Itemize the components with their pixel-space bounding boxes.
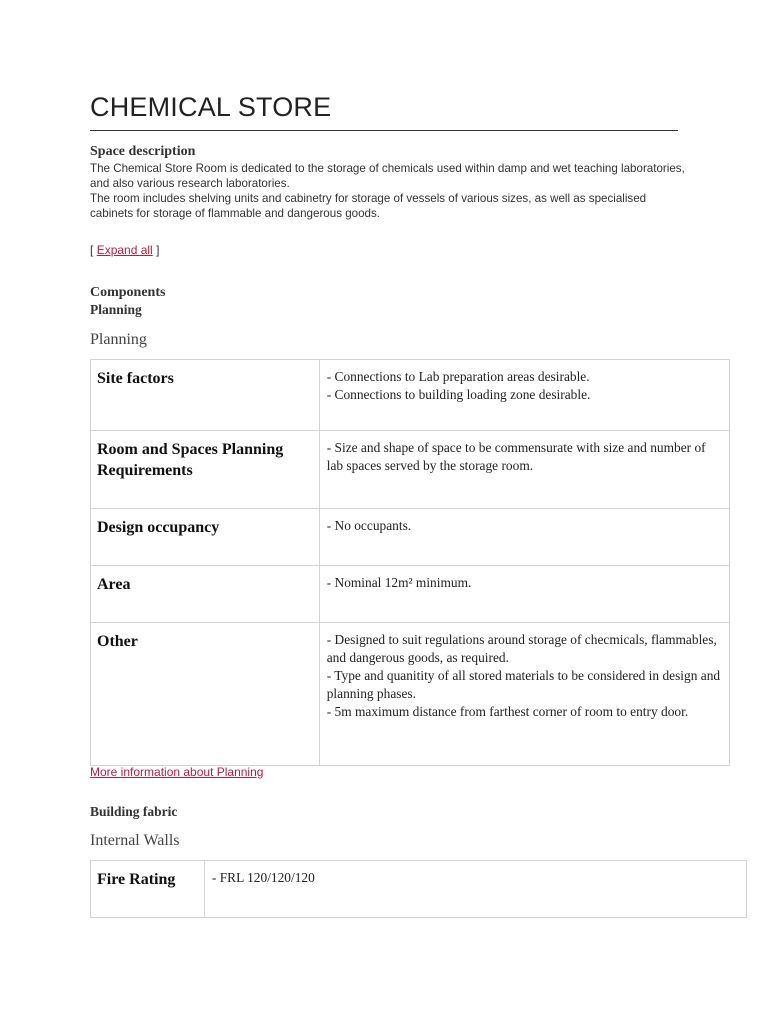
expand-all-control [90, 243, 159, 257]
row-label: Design occupancy [91, 509, 320, 566]
table-row [91, 566, 730, 623]
expand-all-link[interactable]: Expand all [96, 243, 153, 257]
table-row [91, 431, 730, 509]
row-label: Area [91, 566, 320, 623]
planning-section-title: Planning [90, 331, 147, 348]
bracket-open: [ [90, 243, 94, 257]
planning-table [90, 359, 730, 766]
value-line: - No occupants. [326, 518, 412, 533]
internal-walls-table [90, 860, 747, 918]
value-line: - Designed to suit regulations around storage of checmicals, flammables, and dangerous goods, as required. [326, 632, 717, 665]
row-label: Site factors [91, 360, 320, 431]
row-value [319, 509, 729, 566]
description-paragraph: The room includes shelving units and cabinetry for storage of vessels of various sizes, as well as specialised cabinets for storage of flammable and dangerous goods. [90, 192, 647, 220]
row-value [319, 566, 729, 623]
row-label: Other [91, 623, 320, 766]
value-line: - FRL 120/120/120 [211, 870, 315, 885]
building-fabric-heading: Building fabric [90, 804, 178, 819]
value-line: - 5m maximum distance from farthest corner of room to entry door. [326, 704, 689, 719]
more-info-planning-link[interactable]: More information about Planning [90, 765, 264, 779]
row-label: Fire Rating [91, 861, 205, 918]
row-value [204, 861, 746, 918]
table-row [91, 623, 730, 766]
table-row [91, 509, 730, 566]
value-line: - Connections to Lab preparation areas desirable. [326, 369, 590, 384]
components-heading: Components [90, 285, 166, 300]
planning-heading: Planning [90, 302, 142, 317]
internal-walls-title: Internal Walls [90, 832, 180, 849]
table-row [91, 360, 730, 431]
row-value [319, 623, 729, 766]
value-line: - Type and quanitity of all stored materials to be considered in design and planning phases. [326, 668, 721, 701]
page-title: CHEMICAL STORE [90, 92, 332, 122]
table-row [91, 861, 747, 918]
description-paragraph: The Chemical Store Room is dedicated to the storage of chemicals used within damp and wet teaching laboratories, and also various research laboratories. [90, 162, 685, 190]
title-divider [90, 130, 678, 131]
row-label: Room and Spaces Planning Requirements [91, 431, 320, 509]
value-line: - Connections to building loading zone desirable. [326, 387, 591, 402]
bracket-close: ] [156, 243, 160, 257]
value-line: - Nominal 12m² minimum. [326, 575, 472, 590]
space-description-text [90, 161, 690, 221]
value-line: - Size and shape of space to be commensurate with size and number of lab spaces served by the storage room. [326, 440, 706, 473]
row-value [319, 360, 729, 431]
row-value [319, 431, 729, 509]
space-description-heading: Space description [90, 144, 196, 159]
